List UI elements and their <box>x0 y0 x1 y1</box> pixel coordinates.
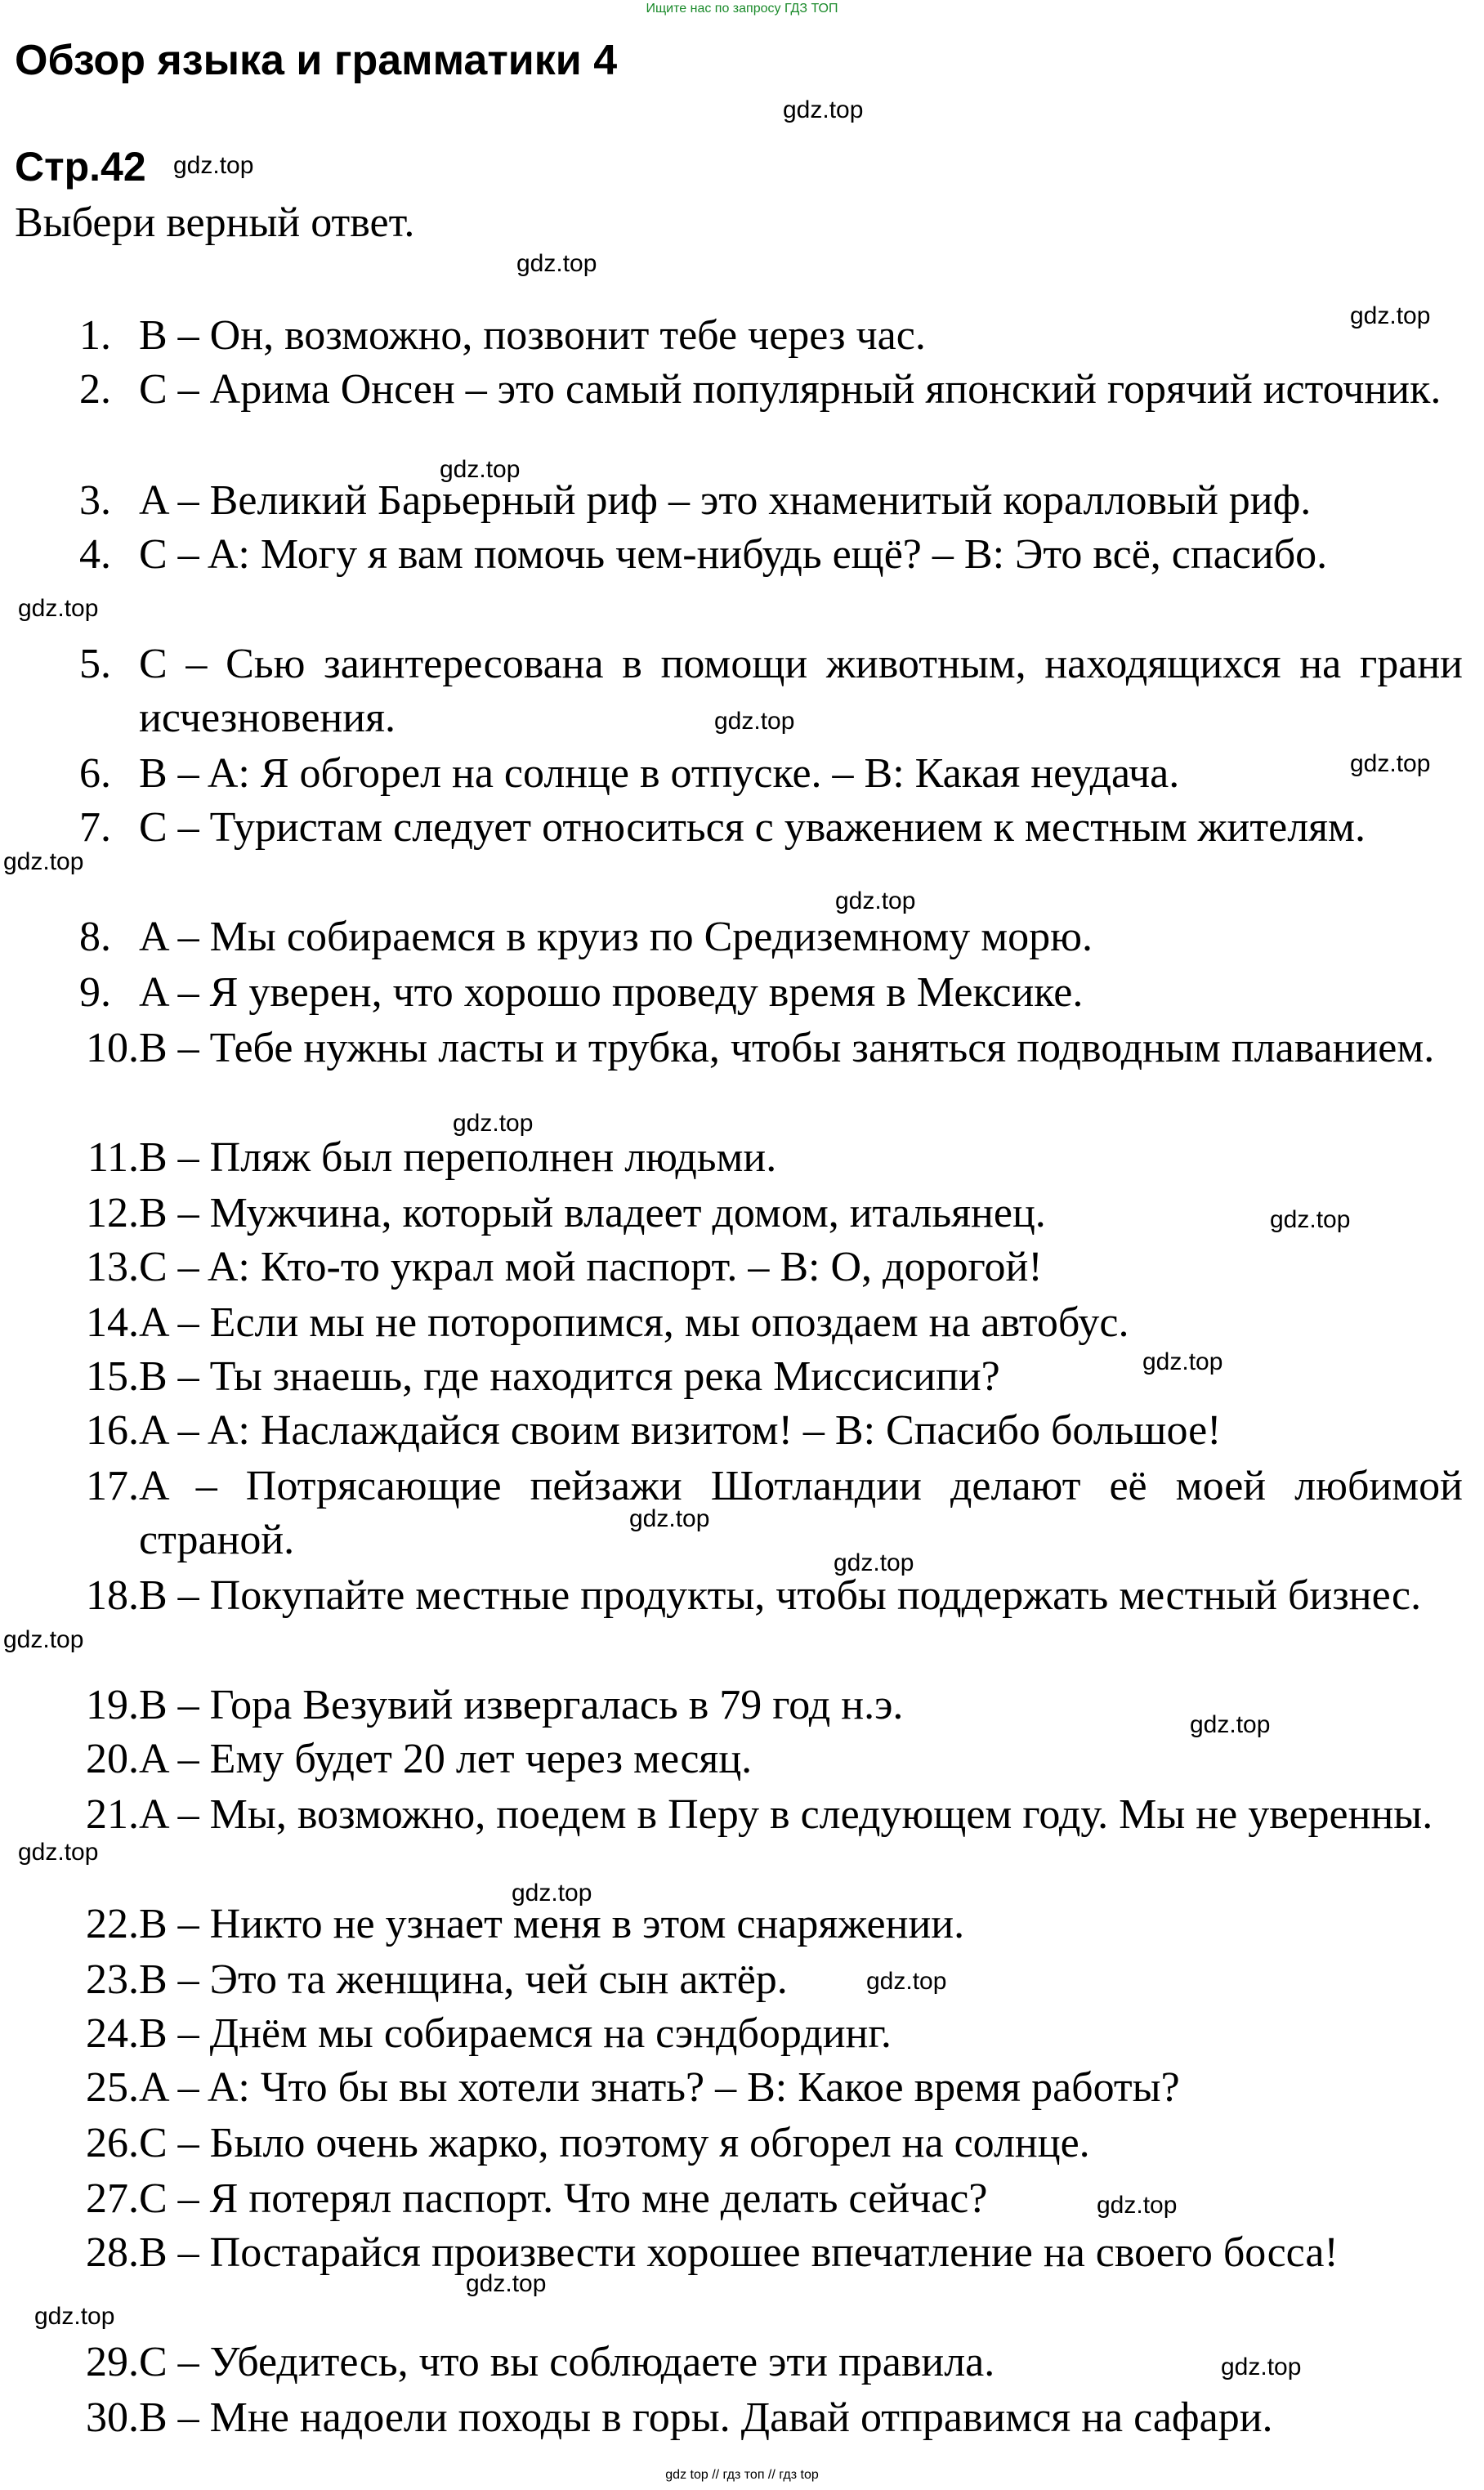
watermark: gdz.top <box>1350 750 1431 777</box>
answer-text: A – Мы, возможно, поедем в Перу в следующем году. Мы не уверенны. <box>139 1791 1433 1838</box>
watermark: gdz.top <box>18 1839 99 1866</box>
answer-number: 25. <box>86 2064 139 2111</box>
answer-number: 4. <box>79 531 111 578</box>
answer-text: B – Покупайте местные продукты, чтобы поддержать местный бизнес. <box>139 1572 1422 1619</box>
answer-text: A – Я уверен, что хорошо проведу время в Мексике. <box>139 969 1084 1016</box>
watermark: gdz.top <box>866 1968 947 1995</box>
answer-number: 28. <box>86 2229 139 2276</box>
answer-text: A – Мы собираемся в круиз по Средиземному морю. <box>139 914 1093 960</box>
answer-number: 13. <box>86 1244 139 1290</box>
answer-number: 16. <box>86 1407 139 1454</box>
answer-text: B – Тебе нужны ласты и трубка, чтобы заняться подводным плаванием. <box>139 1025 1435 1071</box>
answer-number: 26. <box>86 2120 139 2166</box>
answer-number: 9. <box>79 969 111 1016</box>
watermark: gdz.top <box>3 848 84 875</box>
watermark: gdz.top <box>1350 302 1431 329</box>
answer-number: 5. <box>79 641 111 687</box>
answer-number: 14. <box>86 1299 139 1346</box>
answer-text: B – A: Я обгорел на солнце в отпуске. – B: Какая неудача. <box>139 750 1180 797</box>
answer-text: A – A: Что бы вы хотели знать? – B: Какое время работы? <box>139 2064 1180 2111</box>
answer-text: B – Гора Везувий извергалась в 79 год н.э. <box>139 1682 904 1728</box>
answer-number: 10. <box>86 1025 139 1071</box>
answer-text: B – Пляж был переполнен людьми. <box>139 1134 777 1181</box>
answer-number: 6. <box>79 750 111 797</box>
watermark: gdz.top <box>34 2303 115 2330</box>
answer-number: 20. <box>86 1736 139 1782</box>
answer-text: A – A: Наслаждайся своим визитом! – B: Спасибо большое! <box>139 1407 1222 1454</box>
answer-text: B – Ты знаешь, где находится река Миссисипи? <box>139 1353 1000 1400</box>
watermark: gdz.top <box>516 250 597 277</box>
answer-number: 18. <box>86 1572 139 1619</box>
answer-number: 3. <box>79 477 111 524</box>
answer-number: 23. <box>86 1956 139 2003</box>
answer-number: 2. <box>79 366 111 413</box>
watermark: gdz.top <box>1097 2192 1178 2219</box>
answer-number: 11. <box>87 1134 139 1181</box>
watermark: gdz.top <box>453 1110 534 1137</box>
answer-number: 12. <box>86 1190 139 1236</box>
answer-number: 7. <box>79 804 111 851</box>
answer-text: B – Мне надоели походы в горы. Давай отправимся на сафари. <box>139 2394 1273 2441</box>
header-note: Ищите нас по запросу ГДЗ ТОП <box>646 2 838 16</box>
watermark: gdz.top <box>714 708 795 735</box>
page-title: Обзор языка и грамматики 4 <box>15 37 618 84</box>
answer-text: B – Днём мы собираемся на сэндбординг. <box>139 2010 892 2057</box>
answer-number: 30. <box>86 2394 139 2441</box>
answer-number: 27. <box>86 2175 139 2222</box>
answer-text: C – Арима Онсен – это самый популярный японский горячий источник. <box>139 366 1442 413</box>
watermark: gdz.top <box>629 1505 710 1532</box>
answer-number: 1. <box>79 312 111 359</box>
answer-number: 24. <box>86 2010 139 2057</box>
answer-text: C – Сью заинтересована в помощи животным, находящихся на грани исчезновения. <box>139 641 1463 741</box>
task-instruction: Выбери верный ответ. <box>15 199 415 246</box>
answer-number: 8. <box>79 914 111 960</box>
watermark: gdz.top <box>1190 1711 1271 1738</box>
answer-number: 29. <box>86 2339 139 2385</box>
answer-text: A – Потрясающие пейзажи Шотландии делают её моей любимой страной. <box>139 1463 1463 1563</box>
watermark: gdz.top <box>512 1880 592 1907</box>
answer-number: 17. <box>86 1463 139 1509</box>
watermark: gdz.top <box>1221 2354 1302 2380</box>
answer-text: A – Если мы не поторопимся, мы опоздаем на автобус. <box>139 1299 1129 1346</box>
watermark: gdz.top <box>173 152 254 179</box>
footer-note: gdz top // гдз топ // гдз top <box>665 2468 819 2482</box>
answer-text: B – Никто не узнает меня в этом снаряжении. <box>139 1901 965 1947</box>
answer-number: 21. <box>86 1791 139 1838</box>
answer-number: 22. <box>86 1901 139 1947</box>
watermark: gdz.top <box>835 887 916 914</box>
answer-text: B – Он, возможно, позвонит тебе через час. <box>139 312 926 359</box>
answer-text: C – A: Могу я вам помочь чем-нибудь ещё? – B: Это всё, спасибо. <box>139 531 1328 578</box>
answer-text: C – Было очень жарко, поэтому я обгорел на солнце. <box>139 2120 1090 2166</box>
watermark: gdz.top <box>440 456 521 483</box>
watermark: gdz.top <box>3 1626 84 1653</box>
answer-number: 15. <box>86 1353 139 1400</box>
answer-text: B – Мужчина, который владеет домом, итальянец. <box>139 1190 1046 1236</box>
answer-text: C – Я потерял паспорт. Что мне делать сейчас? <box>139 2175 988 2222</box>
answer-text: C – Убедитесь, что вы соблюдаете эти правила. <box>139 2339 995 2385</box>
answer-number: 19. <box>86 1682 139 1728</box>
watermark: gdz.top <box>834 1549 914 1576</box>
answer-text: C – A: Кто-то украл мой паспорт. – B: О, дорогой! <box>139 1244 1043 1290</box>
answer-text: B – Это та женщина, чей сын актёр. <box>139 1956 788 2003</box>
watermark: gdz.top <box>466 2270 547 2297</box>
answer-text: A – Ему будет 20 лет через месяц. <box>139 1736 753 1782</box>
watermark: gdz.top <box>18 595 99 622</box>
page-reference: Стр.42 <box>15 144 146 190</box>
watermark: gdz.top <box>783 96 864 123</box>
answer-text: B – Постарайся произвести хорошее впечатление на своего босса! <box>139 2229 1339 2276</box>
watermark: gdz.top <box>1270 1206 1351 1233</box>
watermark: gdz.top <box>1142 1348 1223 1375</box>
answer-text: C – Туристам следует относиться с уважением к местным жителям. <box>139 804 1366 851</box>
answer-text: A – Великий Барьерный риф – это хнаменитый коралловый риф. <box>139 477 1312 524</box>
